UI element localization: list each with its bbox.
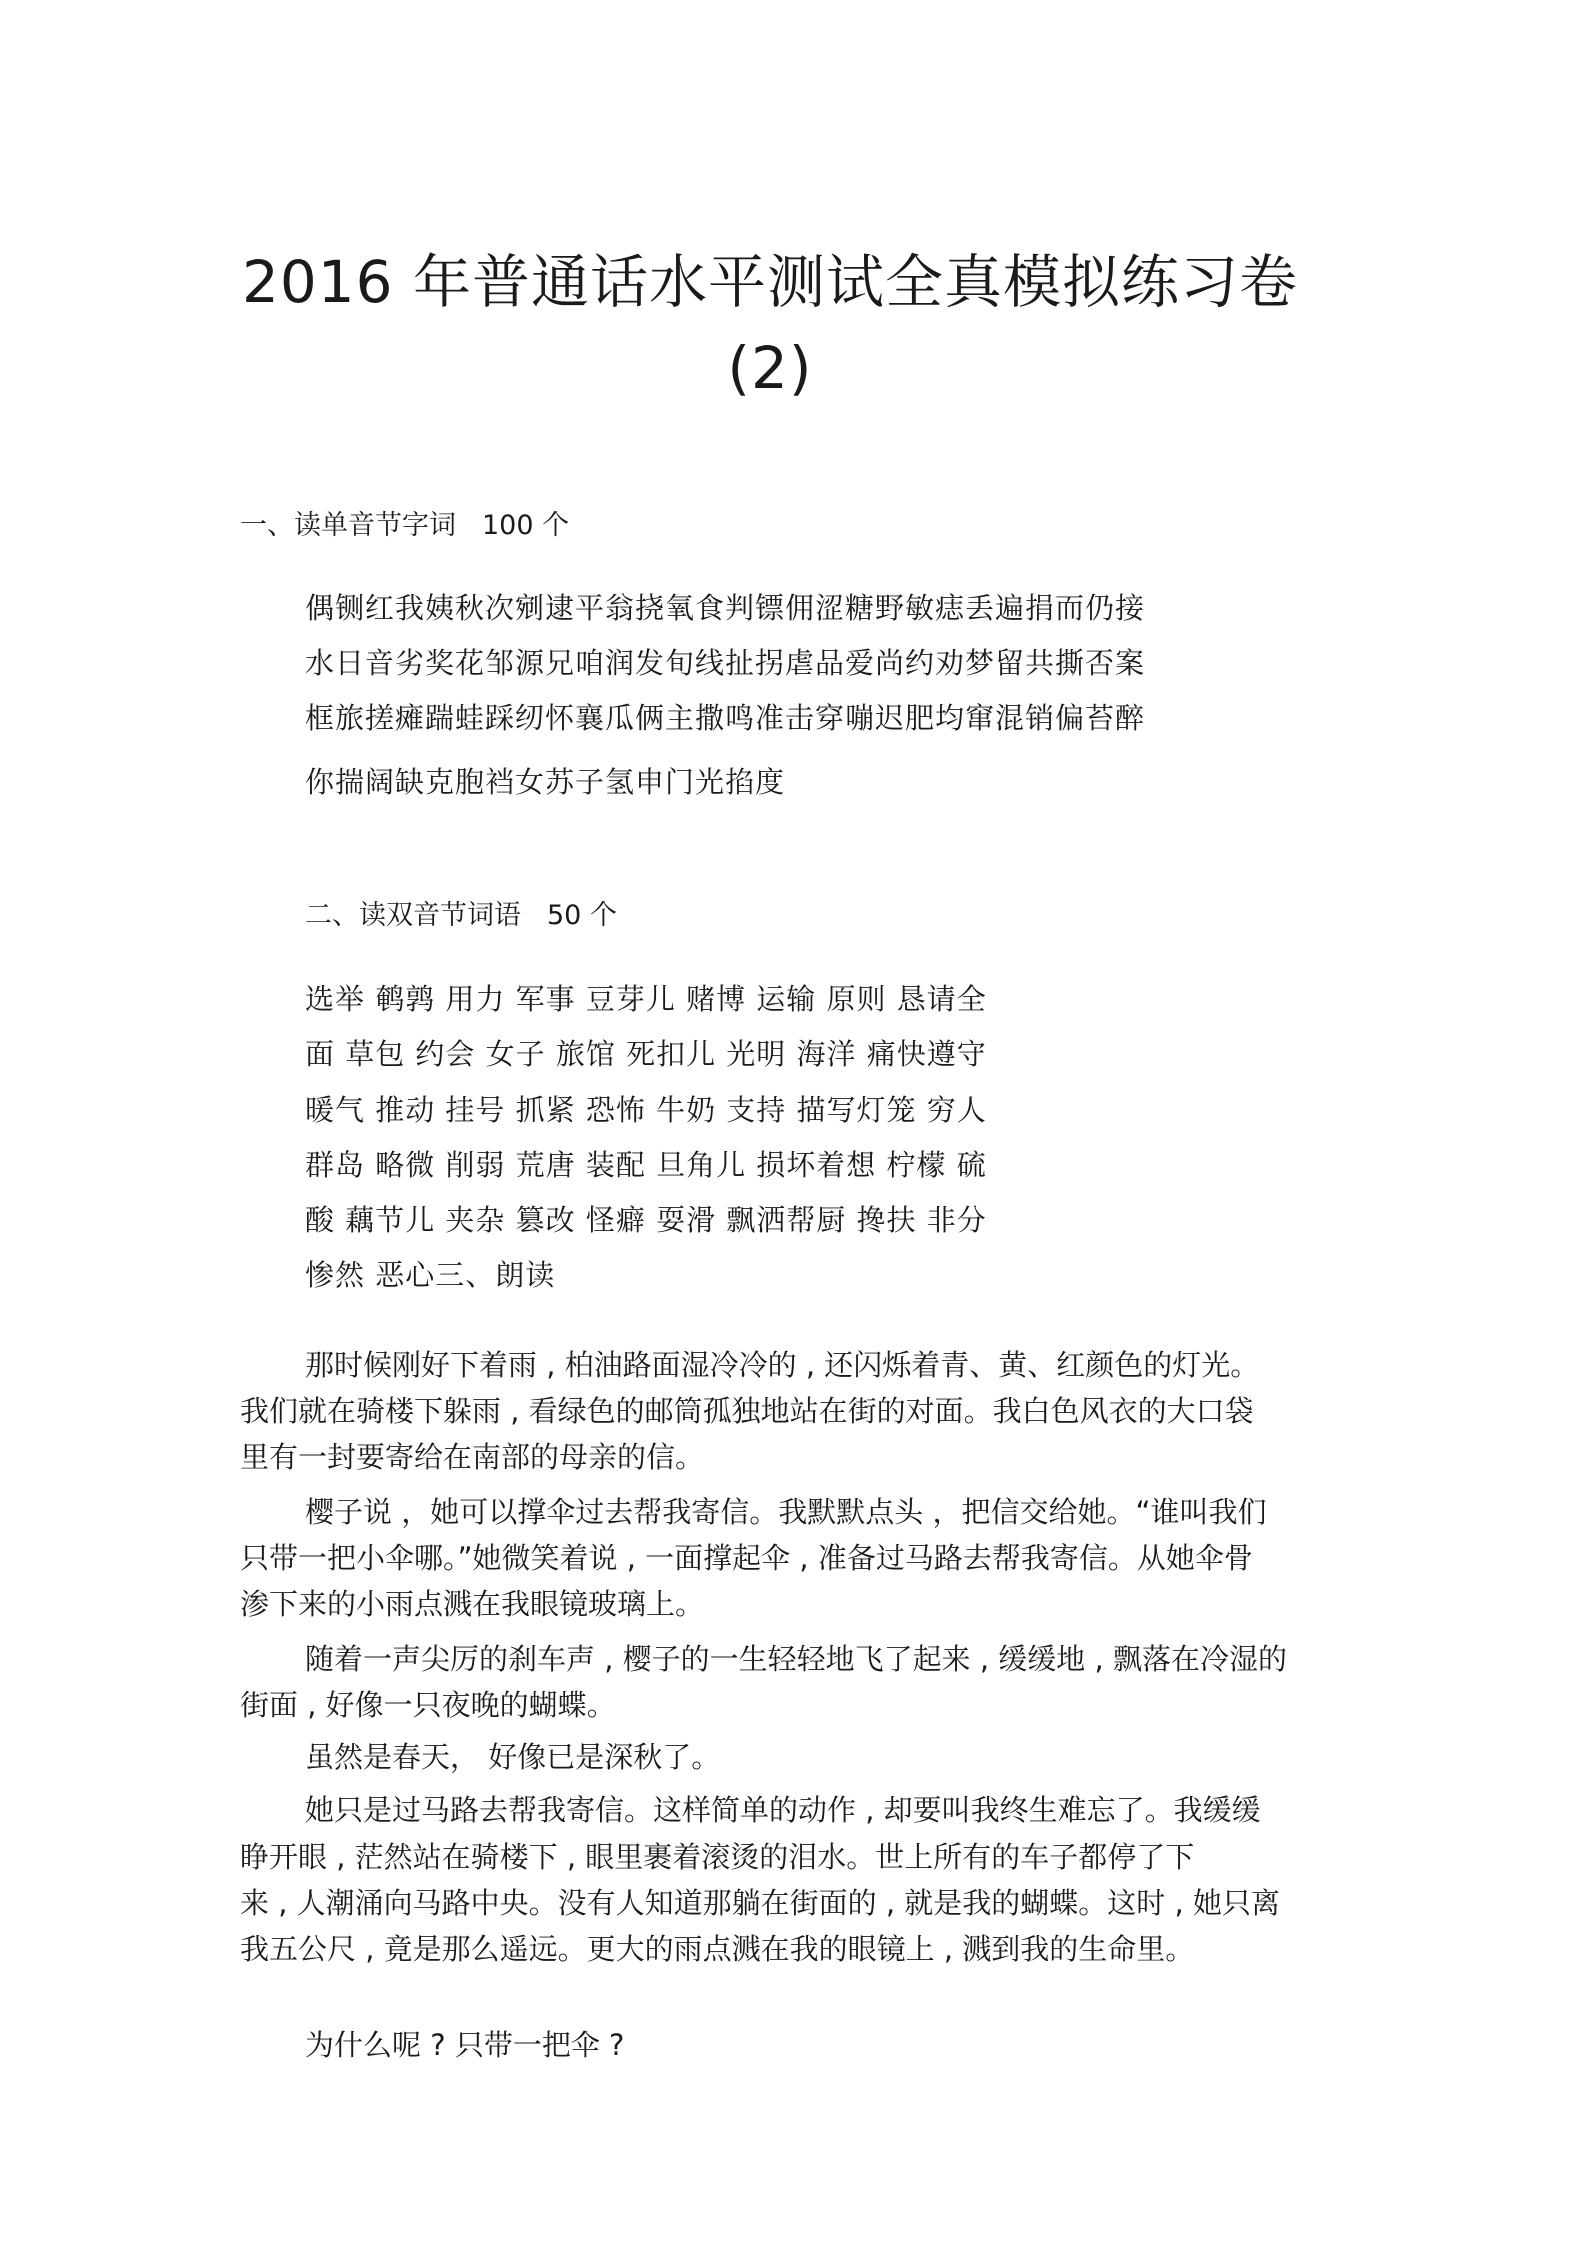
passage-line: 我们就在骑楼下躲雨 , 看绿色的邮筒孤独地站在街的对面。我白色风衣的大口袋 bbox=[240, 1394, 1254, 1428]
char-row: 水日音劣奖花邹源兄咱润发旬线扯拐虐品爱尚约劝梦留共撕否案 bbox=[305, 646, 1146, 680]
passage-line: 街面 , 好像一只夜晚的蝴蝶。 bbox=[240, 1688, 616, 1722]
passage-line: 只带一把小伞哪。”她微笑着说 , 一面撑起伞 , 准备过马路去帮我寄信。从她伞骨 bbox=[240, 1541, 1253, 1575]
word-row: 暖气 推动 挂号 抓紧 恐怖 牛奶 支持 描写灯笼 穷人 bbox=[305, 1093, 987, 1127]
word-row: 面 草包 约会 女子 旅馆 死扣儿 光明 海洋 痛快遵守 bbox=[305, 1037, 987, 1071]
passage-line: 樱子说 ，她可以撑伞过去帮我寄信。我默默点头 ，把信交给她。“谁叫我们 bbox=[305, 1495, 1267, 1529]
section1-count: 100 个 bbox=[482, 510, 570, 541]
word-row: 酸 藕节儿 夹杂 篡改 怪癖 耍滑 飘洒帮厨 搀扶 非分 bbox=[305, 1203, 987, 1237]
char-row: 偶铡红我姨秋次剜逮平翁挠氧食判镖佣涩糖野敏痣丢遍捐而仍接 bbox=[305, 591, 1146, 625]
section2-heading bbox=[305, 896, 617, 936]
section2-count: 50 个 bbox=[547, 900, 617, 931]
page-title: 2016 年普通话水平测试全真模拟练习卷(2) bbox=[241, 247, 1299, 402]
section2-label: 二、读双音节词语 bbox=[305, 900, 521, 931]
passage-line: 睁开眼 , 茫然站在骑楼下 , 眼里裹着滚烫的泪水。世上所有的车子都停了下 bbox=[240, 1840, 1195, 1874]
passage-line: 渗下来的小雨点溅在我眼镜玻璃上。 bbox=[240, 1587, 705, 1621]
char-row: 你揣阔缺克胞裆女苏子氢申门光掐度 bbox=[305, 765, 786, 799]
passage-line: 随着一声尖厉的刹车声 , 樱子的一生轻轻地飞了起来 , 缓缓地 , 飘落在冷湿的 bbox=[305, 1642, 1287, 1676]
passage-line: 虽然是春天， 好像已是深秋了。 bbox=[305, 1740, 721, 1774]
word-row: 选举 鹌鹑 用力 军事 豆芽儿 赌博 运输 原则 恳请全 bbox=[305, 982, 987, 1016]
section1-heading bbox=[240, 506, 569, 546]
passage-line: 她只是过马路去帮我寄信。这样简单的动作 , 却要叫我终生难忘了。我缓缓 bbox=[305, 1793, 1261, 1827]
passage-line: 来 , 人潮涌向马路中央。没有人知道那躺在街面的 , 就是我的蝴蝶。这时 , 她只离 bbox=[240, 1886, 1280, 1920]
passage-line: 我五公尺 , 竟是那么遥远。更大的雨点溅在我的眼镜上 , 溅到我的生命里。 bbox=[240, 1932, 1195, 1966]
char-row: 框旅搓瘫踹蛙踩纫怀襄瓜俩主撒鸣准击穿嘣迟肥均窜混销偏苔醉 bbox=[305, 701, 1146, 735]
word-row: 群岛 略微 削弱 荒唐 装配 旦角儿 损坏着想 柠檬 硫 bbox=[305, 1148, 987, 1182]
section1-label: 一、读单音节字词 bbox=[240, 510, 456, 541]
passage-line: 为什么呢 ? 只带一把伞 ? bbox=[305, 2028, 625, 2062]
passage-line: 里有一封要寄给在南部的母亲的信。 bbox=[240, 1440, 705, 1474]
passage-line: 那时候刚好下着雨 , 柏油路面湿冷冷的 , 还闪烁着青、黄、红颜色的灯光。 bbox=[305, 1348, 1260, 1382]
word-row: 惨然 恶心三、朗读 bbox=[305, 1258, 556, 1292]
